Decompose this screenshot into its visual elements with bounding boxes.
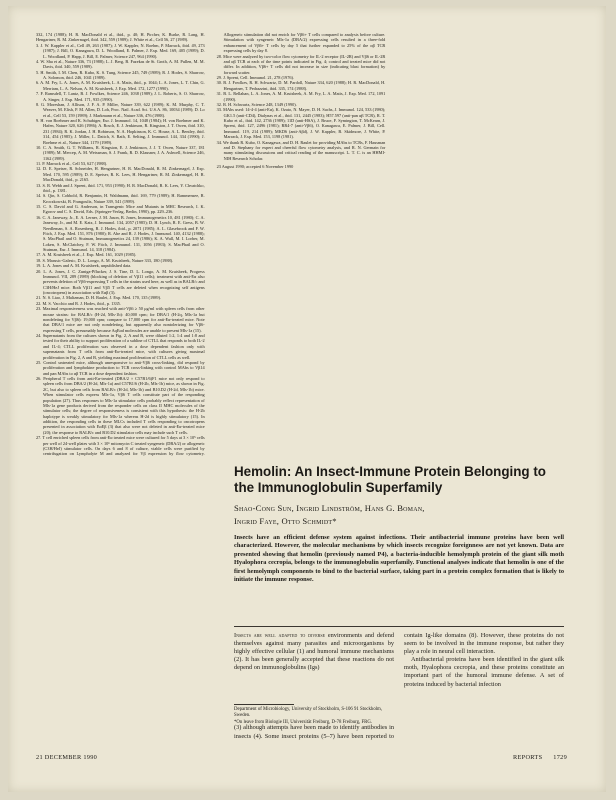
article-title: Hemolin: An Insect-Immune Protein Belonging to the Immunoglobulin Superfamily: [234, 464, 546, 495]
footer-section-label: REPORTS: [513, 754, 543, 761]
reference-item: 24. Supernatants from the cultures shown in Fig. 2, A and B, were diluted 1:2, 1:4 and 1:8 and tested for their ability to support proliferation of a subline of CTLL that responds to both IL-2 and IL-4; CTLL proliferation was observed in a dose dependent fashion only with supernatants from T cells from anti-Eα-treated mice, with cultures giving maximal proliferation in Fig. 2, A and B, yielding maximal proliferation of CTLL cells as well.: [36, 333, 205, 360]
body-paragraph: Antibacterial proteins have been identified in the giant silk moth, Hyalophora cecropia, and these proteins constitute an important part of the humoral immune defense. A set of proteins induced by bacterial infection: [404, 656, 564, 688]
reference-item: 25. Control untreated mice, although unresponsive to anti-Vβ6 cross-linking, did respond by proliferation and lymphokine production to TCR cross-linking with control MAbs to Vβ14 and pan MAbs to αβ TCR in a dose dependent fashion.: [36, 359, 205, 376]
abstract: Insects have an efficient defense system against infections. Their antibacterial immune proteins have been well characterized. However, the molecular mechanisms by which insects recognize foreignness are not yet known. Data are presented showing that hemolin (previously named P4), a bacteria-inducible hemolymph protein of the giant silk moth Hyalophora cecropia, belongs to the immunoglobulin superfamily. Functional analyses indicate that hemolin is one of the first hemolymph components to bind to the bacterial surface, taking part in a protein complex formation that is likely to initiate the immune response.: [234, 534, 564, 584]
reference-item: 20. L. A. Jones, J. C. Zuniga-Pflucker, J. S. Tine, D. L. Longo, A. M. Kruisbeek, Progress Immunol. VII, 289 (1989) (blocking of deletion of Vβ11 cells); treatment with anti-Eα also prevents deletion of Vβ6-expressing T cells in the strains used here, as well as in BALB/c and C3H/HeJ mice. Both Vβ11 and Vβ5 T cells are deleted when recognizing self antigens (oncotropens) in association with Eαβ (3).: [36, 268, 205, 295]
lead-in: Insects are well adapted to diverse: [234, 632, 326, 639]
footnotes: [234, 704, 394, 727]
page-number: 1729: [553, 754, 568, 761]
reference-item: 11. P. Marrack et al., Cell 53, 627 (1988).: [36, 161, 108, 166]
reference-item: 3. J. W. Kappler et al., Cell 49, 263 (1987); J. W. Kappler, N. Roehm, P. Marrack, ibid. 49, 273 (1987); J. Bill, O. Kanagawa, D. L. Woodland, E. Palmer, J. Exp. Med. 169, 405 (1989); D. L. Woodland, P. Happ, J. Bill, E. Palmer, Science 247, 964 (1990).: [36, 42, 205, 59]
reference-item: 31. B. L. Rellahan, L. A. Jones, A. M. Kruisbeek, A. M. Fry, L. A. Matis, J. Exp. Med. 172, 1091 (1990).: [216, 91, 386, 102]
body-paragraph: (3) although attempts have been made to identify antibodies in insects (4). Some insect proteins (5–7) have been reported to contain Ig-like domains (8). However, these proteins do not seem to be involved in the immune response, but rather they play a role in neural cell interaction.: [234, 632, 564, 740]
article-body: [234, 632, 564, 744]
footer-date: 21 DECEMBER 1990: [36, 754, 98, 761]
reference-item: 27. T cell enriched spleen cells from anti-Eα treated mice were cultured for 5 days at 3 × 10⁵ cells per well of 24-well plates with 3 × 10⁶ mitomycin C treated syngeneic (DBA/2) or allogeneic (C3H/HeJ) stimulator cells. On days 6 and 8 of culture, viable cells were purified by centrifugation on Lympholyte M and analyzed for Vβ expression by flow cytometry. Allogeneic stimulation did not enrich for Vβ6+ T cells compared to analysis before culture. Stimulation with syngeneic Mls-1a (DBA/2) expressing cells resulted in a three-fold enhancement of Vβ6+ T cells by day 5 that further expanded to 25% of the αβ TCR expressing cells by day 8.: [36, 32, 386, 457]
author-line: Ingrid Faye, Otto Schmidt*: [234, 515, 337, 526]
body-text: environments and defend themselves against many parasites and microorganisms by highly effective cellular (1) and humoral immune mechanisms (2). It has been generally accepted that these reactions do not depend on immunoglobulins (Igs): [234, 632, 394, 672]
references-section: [36, 32, 566, 460]
footnote-affiliation: Department of Microbiology, University of Stockholm, S-106 91 Stockholm, Sweden.: [234, 707, 382, 718]
journal-page: [8, 6, 606, 792]
reference-item: 10. C. A. Smith, G. T. Williams, R. Kingston, E. J. Jenkinson, J. J. T. Owen, Nature 337, 181 (1989); M. Mercep, A. M. Weissman, S. J. Frank, R. D. Klausner, J. A. Ashwell, Science 246, 1162 (1989).: [36, 144, 205, 161]
reference-item: 9. H. von Boehmer and K. Schubiger, Eur. J. Immunol. 14, 1048 (1984); H. von Boehmer and K. Hafen, Nature 320, 626 (1986); A. Rosch, E. J. Jenkinson, R. Kingston, J. T. Owen, ibid. 310, 231 (1984); R. K. Jordan, J. H. Robinson, N. A. Hopkinson, K. C. House, A. L. Bentley, ibid. 314, 454 (1985); J. Miller, L. Daitch, S. Rath, E. Selting, J. Immunol. 144, 334 (1990); J. Boehme et al., Nature 344, 1179 (1989).: [36, 118, 205, 145]
reference-item: 7. F. Ramsdell, T. Lantz, B. J. Fowlkes, Science 246, 1038 (1989); J. L. Roberts, S. O. Sharrow, A. Singer, J. Exp. Med. 171, 935 (1990).: [36, 91, 205, 102]
reference-item: 6. A. M. Fry, L. A. Jones, A. M. Kruisbeek, L. A. Matis, ibid., p. 1044; L. A. Jones, L. T. Chin, G. Merriam, L. A. Nelson, A. M. Kruisbeek, J. Exp. Med. 172, 1277 (1990).: [36, 80, 205, 91]
reference-item: 8. G. Moreshan, J. Allison, J. F. A. P. Miller, Nature 339, 622 (1989); K. M. Murphy, C. T. Weaver, M. Elish, P. M. Allen, D. Loh, Proc. Natl. Acad. Sci. U.S.A. 86, 10034 (1989); D. Lo et al., Cell 53, 159 (1989); J. Markmann et al., Nature 336, 476 (1988).: [36, 101, 205, 118]
reference-item: 32. R. H. Schwartz, Science 248, 1349 (1990).: [216, 101, 297, 107]
reference-item: 23 August 1990; accepted 6 November 1990: [216, 164, 294, 169]
footnote-rule: [234, 704, 294, 705]
reference-item: 13. S. R. Webb and J. Sprent, ibid. 171, 953 (1990); H. R. MacDonald, R. K. Lees, Y. Chvatchko, ibid., p. 1381.: [36, 182, 205, 193]
reference-item: 4. W. Sha et al., Nature 336, 73 (1988); L. J. Berg, B. Fazekas de St. Groth, A. M. Pullen, M. M. Davis, ibid. 340, 559 (1989).: [36, 58, 205, 70]
reference-item: 15. C. S. David and G. Anderson, in Transgenic Mice and Mutants in MHC Research, I. K. Egorov and C. S. David, Eds. (Springer-Verlag, Berlin, 1990), pp. 229–236.: [36, 204, 205, 215]
reference-item: 5. H. Smith, I. M. Chen, R. Kubo, K. S. Tung, Science 245, 749 (1989); R. J. Hodes, S. Sharrow, A. Solomon, ibid. 246, 1041 (1989).: [36, 69, 205, 80]
reference-item: 17. A. M. Kruisbeek et al., J. Exp. Med. 161, 1029 (1985).: [36, 252, 137, 258]
reference-item: 16. C. A. Janeway, Jr., E. A. Lerner, J. M. Jason, B. Jones, Immunogenetics 10, 481 (1980); C. A. Janeway, Jr., and M. E. Katz, J. Immunol. 134, 2057 (1985); D. H. Lynch, R. E. Gress, B. W. Needleman, S. A. Rosenberg, R. J. Hodes, ibid., p. 2071 (1985); A. L. Glasebrook and F. W. Fitch, J. Exp. Med. 151, 876 (1980); R. Abe and R. J. Hodes, J. Immunol. 140, 4132 (1988); S. MacPhail and O. Stutman, Immunogenetics 24, 139 (1986); K. A. Wall, M. I. Lorber, M. Loken, S. McClatchey, F. W. Fitch, J. Immunol. 131, 1056 (1983); S. MacPhail and O. Stutman, Eur. J. Immunol. 14, 318 (1984).: [36, 214, 205, 252]
reference-item: 22. M. S. Vacchio and R. J. Hodes, ibid., p. 1335.: [36, 300, 121, 306]
reference-item: 23. Maximal responsiveness was reached with anti-Vβ6 ≥ 50 μg/ml with spleen cells from other mouse strains: for BALB/c (H-2d, Mls-1b): 40,000 cpm; for DBA/1 (H-2q, Mls-1a but nondeleting for Vβ6): 19,000 cpm; compare to 17,000 cpm for anti-Eα-treated mice. Note that DBA/1 mice are not only nondeleting, but apparently also nontolerizing for Vβ6-expressing T cells, presumably because AqEαd molecules are unable to present Mls-1a (15).: [36, 306, 205, 333]
reference-item: 29. J. Sprent, Cell. Immunol. 21, 278 (1976).: [216, 75, 294, 80]
reference-item: 18. S. Marusic-Galesic, D. L. Longo, A. M. Kruisbeek, Nature 333, 180 (1988).: [36, 257, 174, 263]
author-line: Shao-Cong Sun, Ingrid Lindström, Hans G. Boman,: [234, 503, 425, 513]
reference-item: 14. S. Qin, S. Cobbold, R. Benjamin, H. Waldmann, ibid. 169, 779 (1989); H. Rammensee, R. Kroczkowski, B. Frangoulis, Nature 339, 541 (1989).: [36, 193, 205, 204]
reference-item: 332, 174 (1988); H. R. MacDonald et al., ibid., p. 40; H. Pircher, K. Burke, R. Lang, H. Hengartner, R. M. Zinkernagel, ibid. 342, 559 (1989); J. White et al., Cell 56, 27 (1989).: [36, 32, 205, 43]
reference-item: 34. We thank R. Kubo, O. Kanagawa, and D. H. Raulet for providing MAbs to TCRs, F. Hausman and D. Stephany for expert and cheerful flow cytometry analysis, and R. N. Germain for many stimulating discussions and critical reading of the manuscript. L. T. C. is an HHMI-NIH Research Scholar.: [216, 139, 386, 161]
reference-item: 28. Mice were analyzed by two-color flow cytometry for IL-2 receptor (IL-2R) and Vβ6 or IL-2R and αβ TCR at each of the time points indicated in Fig. 4; control and treated mice did not differ. In addition, Vβ6+ T cells did not increase in size (indicating blast formation) by forward scatter.: [216, 53, 386, 75]
author-list: [234, 502, 564, 527]
reference-item: 21. N. S. Liao, J. Maltzman, D. H. Raulet, J. Exp. Med. 170, 135 (1989).: [36, 295, 162, 301]
reference-item: 30. B. J. Fowlkes, R. H. Schwartz, D. M. Pardoll, Nature 334, 620 (1988); H. R. MacDonald, H. Hengartner, T. Pedrazzini, ibid. 335, 174 (1988).: [216, 80, 386, 91]
reference-item: 33. MAbs used: 14-4-4 (anti-Eα), K. Ozato, N. Mayer, D. H. Sachs, J. Immunol. 124, 533 (1980); GK1.5 (anti-CD4), Dialynas et al., ibid. 131, 2445 (1983); H57.597 (anti-pan αβ TCR), R. T. Kubo et al., ibid. 142, 2736 (1989); 11D (anti-HSA), J. Bruce, F. Symington, T. McKearn, J. Sprent, ibid. 127, 2496 (1981); RR4-7 (anti-Vβ6), O. Kanagawa, E. Palmer, J. Bill, Cell. Immunol. 119, 214 (1989); MKD6 (anti-Aβd), J. W. Kappler, B. Skidmore, J. White, P. Marrack, J. Exp. Med. 153, 1198 (1981).: [216, 107, 386, 140]
footer-section: [504, 754, 567, 761]
reference-item: 12. D. E. Speiser, R. Schneider, H. Hengartner, H. R. MacDonald, R. M. Zinkernagel, J. Exp. Med. 170, 595 (1989); D. E. Speiser, R. K. Lees, H. Hengartner, R. M. Zinkernagel, H. R. MacDonald, ibid., p. 2165.: [36, 166, 205, 183]
reference-item: 19. L. A. Jones and A. M. Kruisbeek, unpublished data.: [36, 263, 132, 269]
divider: [234, 626, 564, 627]
reference-item: 26. Peripheral T cells from anti-Eα-treated (DBA/2 × C57B1/6)F1 mice not only respond to spleen cells from DBA/2 (H-2d, Mls-1a) and C57B1/6 (H-2b, Mls-1b) mice, as shown in Fig. 2C, but also to spleen cells from BALB/c (H-2d, Mls-1b) and B10.D2 (H-2d, Mls-1b) mice. When stimulator cells express Mls-1a, Vβ6 T cells constitute part of the responding population (27). Thus responses to Mls-1a stimulator cells probably reflect representation of Mls-1a gene products derived from the responder cells on class II MHC molecules of the stimulator cells; the degree of responsiveness is consistent with this hypothesis: the H-2b haplotype is weakly stimulatory for Mls-1a whereas H-2d is highly stimulatory (15). In addition, the responding cells in these MLCs included T cells responding to oncotropens presented in association with EαEβ (3) that also were not deleted in anti-Eα-treated mice (20); the response to BALB/c and B10.D2 stimulator cells may include such T cells.: [36, 376, 205, 435]
body-paragraph: [234, 632, 394, 672]
footnote-leave: *On leave from Biologie III, Universität Freiburg, D-78 Freiburg, FRG.: [234, 720, 372, 725]
